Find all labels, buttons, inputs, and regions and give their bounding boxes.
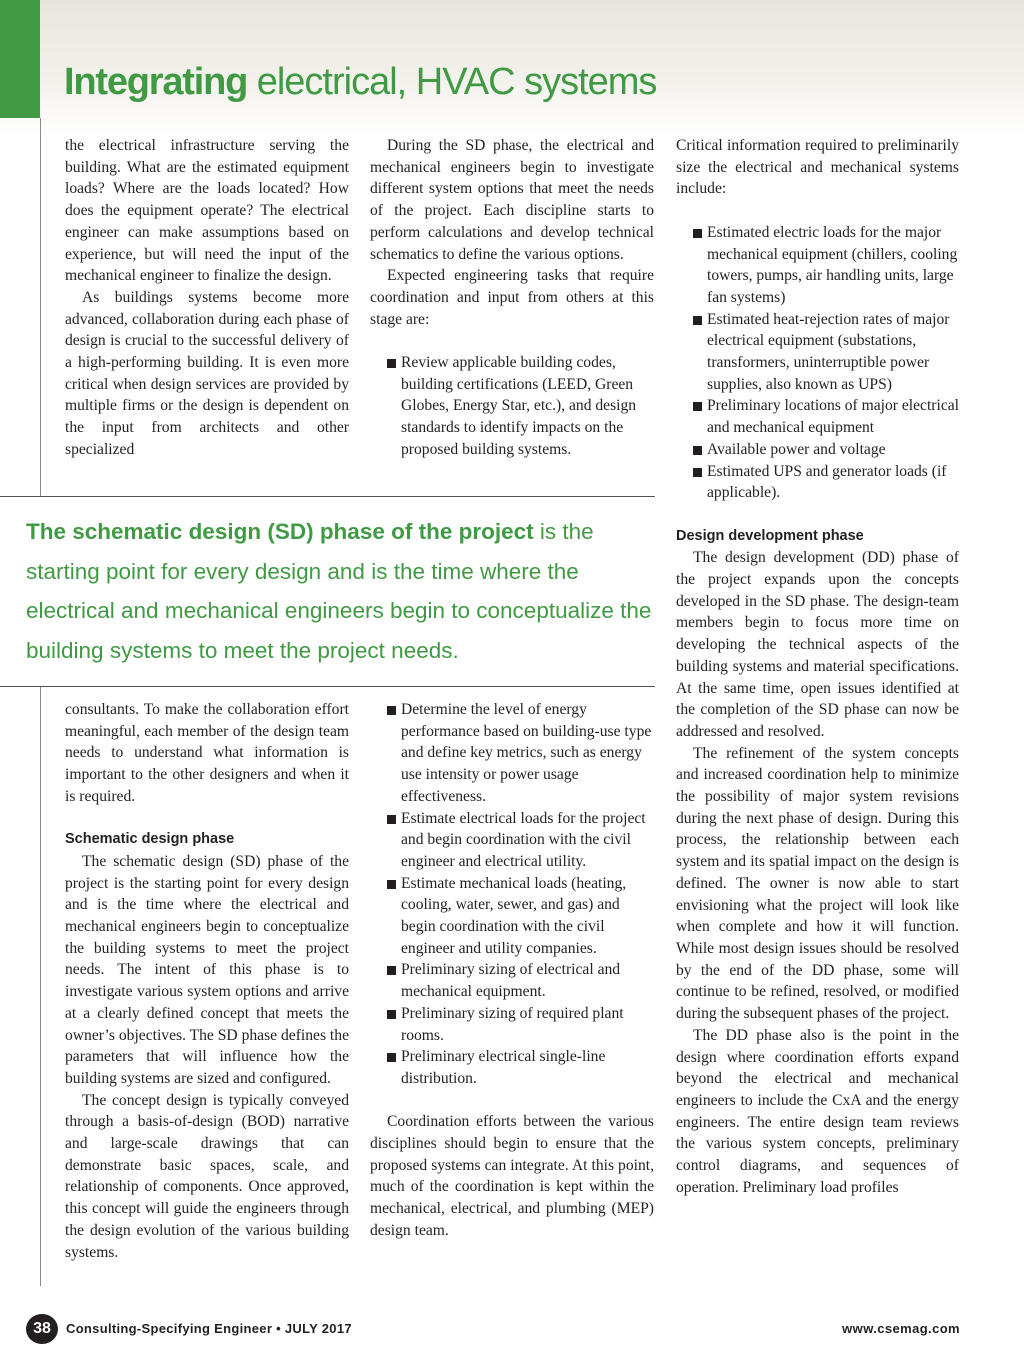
paragraph: The concept design is typically conveyed through a basis-of-design (BOD) narrative and large-scale drawings that can demonstrate basic spaces, scale, and relationship of components. Once approved, this concept will guide the engineers through the design evolution of the various building systems. [65, 1091, 349, 1261]
section-heading: Schematic design phase [65, 831, 235, 848]
pull-quote-rule-top [0, 496, 655, 497]
list-item: Estimated heat-rejection rates of major electrical equipment (substations, transformers, uninterruptible power supplies, also known as UPS) [693, 309, 959, 396]
list-item: Estimate electrical loads for the project and begin coordination with the civil engineer and electrical utility. [387, 808, 654, 873]
paragraph: The schematic design (SD) phase of the project is the starting point for every design and is the time where the electrical and mechanical engineers begin to conceptualize the building systems to meet the project needs. The intent of this phase is to investigate various system options and arrive at a clearly defined concept that meets the owner’s objectives. The SD phase defines the parameters that will influence how the building systems are sized and configured. [65, 852, 349, 1087]
paragraph: consultants. To make the collaboration effort meaningful, each member of the design team needs to understand what information is important to the other designers and when it is required. [65, 701, 349, 805]
list-item: Estimated electric loads for the major mechanical equipment (chillers, cooling towers, pumps, air handling units, large fan systems) [693, 222, 959, 309]
page-number: 38 [26, 1314, 58, 1344]
list-item: Available power and voltage [693, 439, 959, 461]
list-item: Preliminary sizing of required plant rooms. [387, 1003, 654, 1046]
list-item: Determine the level of energy performance based on building-use type and define key metrics, such as energy use intensity or power usage effectiveness. [387, 699, 654, 808]
pull-quote [26, 512, 656, 671]
pull-quote-rest: is the starting point for every design and is the time where the electrical and mechanical engineers begin to conceptualize the building systems to meet the project needs. [26, 519, 652, 664]
website-url[interactable]: www.csemag.com [842, 1321, 960, 1336]
list-item: Preliminary sizing of electrical and mechanical equipment. [387, 959, 654, 1002]
paragraph: The DD phase also is the point in the design where coordination efforts expand beyond the electrical and mechanical engineers to include the CxA and the energy engineers. The entire design team reviews the various system concepts, preliminary control diagrams, and sequences of operation. Preliminary load profiles [676, 1026, 959, 1196]
section-heading: Design development phase [676, 527, 864, 544]
column-1-bottom [65, 699, 349, 1263]
publication-line: Consulting-Specifying Engineer • JULY 2017 [66, 1321, 352, 1336]
list-item: Estimated UPS and generator loads (if applicable). [693, 461, 959, 504]
paragraph: The design development (DD) phase of the project expands upon the concepts developed in the SD phase. The design-team members begin to focus more time on developing the technical aspects of the building systems and material specifications. At the same time, open issues identified at the completion of the SD phase can now be addressed and resolved. [676, 549, 959, 740]
pull-quote-rule-bottom [0, 686, 655, 687]
list-item: Review applicable building codes, building certifications (LEED, Green Globes, Energy Star, etc.), and design standards to identify impacts on the proposed building systems. [387, 352, 654, 461]
list-item: Preliminary electrical single-line distribution. [387, 1046, 654, 1089]
column-rule-top [40, 118, 41, 496]
paragraph: Coordination efforts between the various disciplines should begin to ensure that the proposed systems can integrate. At this point, much of the coordination is kept within the mechanical, electrical, and plumbing (MEP) design team. [370, 1113, 654, 1239]
page-title [64, 58, 656, 106]
list-item: Preliminary locations of major electrical and mechanical equipment [693, 395, 959, 438]
title-bold: Integrating [64, 61, 248, 103]
column-rule-bottom [40, 686, 41, 1286]
paragraph: The refinement of the system concepts and increased coordination help to minimize the possibility of major system revisions during the next phase of design. During this process, the relationship between each system and its spatial impact on the design is defined. The owner is now able to start envisioning what the project will look like when complete and how it will function. While most design issues should be resolved by the end of the DD phase, some will continue to be refined, resolved, or modified during the subsequent phases of the project. [676, 744, 959, 1023]
paragraph: the electrical infrastructure serving the building. What are the estimated equipment loads? Where are the loads located? How does the equipment operate? The electrical engineer can make assumptions based on experience, but will need the input of the mechanical engineer to finalize the design. [65, 137, 349, 285]
list-item: Estimate mechanical loads (heating, cooling, water, sewer, and gas) and begin coordination with the civil engineer and utility companies. [387, 873, 654, 960]
column-1-top [65, 135, 349, 461]
pull-quote-bold: The schematic design (SD) phase of the project [26, 519, 534, 544]
paragraph: As buildings systems become more advanced, collaboration during each phase of design is crucial to the successful delivery of a high-performing building. It is even more critical when design services are provided by multiple firms or the design is dependent on the input from architects and other specialized [65, 288, 349, 458]
column-2-bottom [370, 699, 654, 1242]
section-color-tab [0, 0, 40, 118]
paragraph: Expected engineering tasks that require coordination and input from others at this stage are: [370, 267, 654, 328]
title-rest: electrical, HVAC systems [247, 61, 657, 103]
column-3 [676, 135, 959, 1198]
column-2-top [370, 135, 654, 461]
paragraph: Critical information required to preliminarily size the electrical and mechanical systems include: [676, 137, 959, 198]
paragraph: During the SD phase, the electrical and mechanical engineers begin to investigate different system options that meet the needs of the project. Each discipline starts to perform calculations and develop technical schematics to define the various options. [370, 137, 654, 263]
